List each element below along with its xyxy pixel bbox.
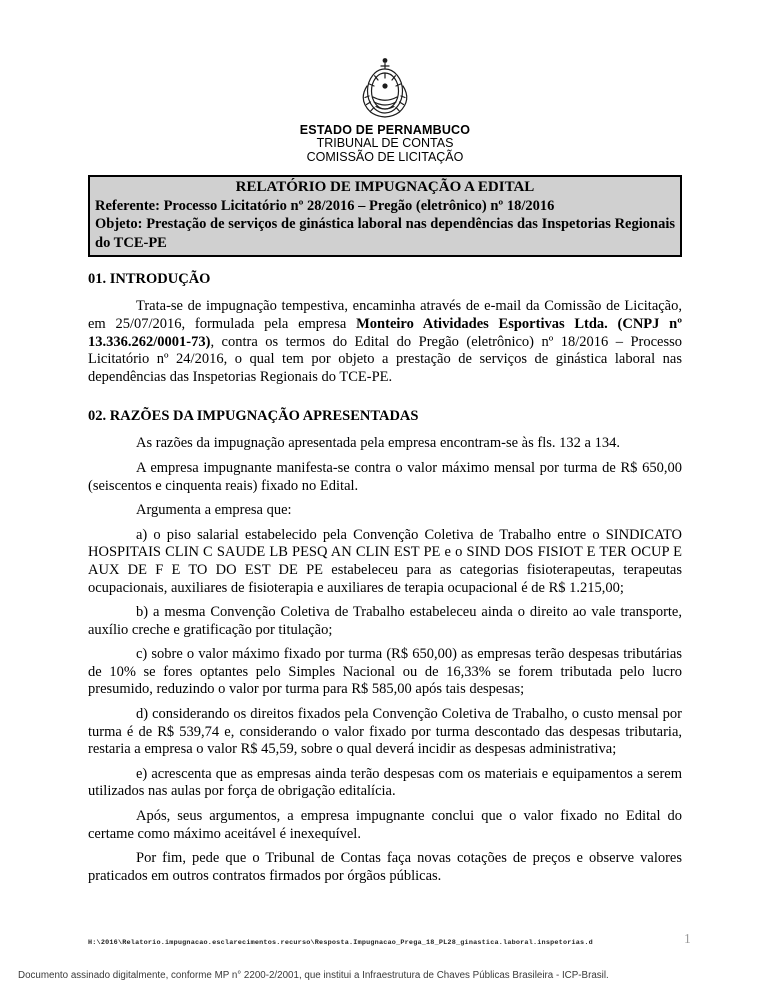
digital-signature-banner: Documento assinado digitalmente, conforme MP n° 2200-2/2001, que institui a Infraestrutura de Chaves Públicas Brasileira - ICP-Brasil. — [18, 970, 609, 981]
company-name-bold: Monteiro Atividades Esportivas Ltda. (CNPJ nº 13.336.262/0001-73) — [88, 315, 682, 350]
paragraph-item-b: b) a mesma Convenção Coletiva de Trabalho estabeleceu ainda o direito ao vale transporte, auxílio creche e gratificação por titulação; — [88, 604, 682, 638]
report-title-box — [88, 175, 682, 257]
report-title: RELATÓRIO DE IMPUGNAÇÃO A EDITAL — [235, 179, 535, 195]
paragraph-argumenta: Argumenta a empresa que: — [136, 502, 292, 519]
logo-container — [88, 54, 682, 120]
report-referente-line: Referente: Processo Licitatório nº 28/2016 – Pregão (eletrônico) nº 18/2016 — [95, 197, 555, 214]
document-header — [88, 0, 682, 164]
org-subtitle-comissao: COMISSÃO DE LICITAÇÃO — [306, 149, 464, 164]
page-number: 1 — [684, 931, 691, 946]
intro-text-after-bold: , contra os termos do Edital do Pregão (eletrônico) nº 18/2016 – Processo Licitatório nº 24/2016, o qual tem por objeto a prestação de serviços de ginástica laboral nas dependências das Inspetorias Regionais do TCE-PE. — [88, 333, 682, 385]
section-heading-razoes: 02. RAZÕES DA IMPUGNAÇÃO APRESENTADAS — [88, 408, 419, 425]
paragraph-item-c: c) sobre o valor máximo fixado por turma (R$ 650,00) as empresas terão despesas tributárias de 10% se fores optantes pelo Simples Nacional ou de 16,33% se forem tributada pelo lucro presumido, reduzindo o valor por turma para R$ 585,00 após tais despesas; — [88, 646, 682, 698]
intro-paragraph — [88, 298, 682, 386]
section-heading-introducao: 01. INTRODUÇÃO — [88, 271, 211, 288]
org-name: ESTADO DE PERNAMBUCO — [299, 123, 471, 137]
file-path-footer: H:\2016\Relatorio.impugnacao.esclarecimentos.recurso\Resposta.Impugnacao_Prega_18_PL28_ginastica.laboral.inspetorias.d — [88, 939, 593, 947]
paragraph-pedido-final: Por fim, pede que o Tribunal de Contas faça novas cotações de preços e observe valores praticados em outros contratos firmados por órgãos públicas. — [88, 850, 682, 884]
paragraph-razoes-fls: As razões da impugnação apresentada pela empresa encontram-se às fls. 132 a 134. — [136, 435, 620, 452]
report-objeto-line: Objeto: Prestação de serviços de ginástica laboral nas dependências das Inspetorias Regionais do TCE-PE — [95, 216, 675, 251]
paragraph-conclusao: Após, seus argumentos, a empresa impugnante conclui que o valor fixado no Edital do certame como máximo aceitável é inexequível. — [88, 808, 682, 842]
paragraph-item-d: d) considerando os direitos fixados pela Convenção Coletiva de Trabalho, o custo mensal por turma é de R$ 539,74 e, considerando o valor fixado por turma descontado das despesas tributaria, restaria a empresa o valor R$ 45,59, sobre o qual deverá incidir as despesas administrativa; — [88, 706, 682, 758]
paragraph-item-a: a) o piso salarial estabelecido pela Convenção Coletiva de Trabalho entre o SINDICATO HOSPITAIS CLIN C SAUDE LB PESQ AN CLIN EST PE e o SIND DOS FISIOT E TER OCUP E AUX DE F E TO DO EST DE PE estabeleceu para as categorias fisioterapeutas, terapeutas ocupacionais, auxiliares de fisioterapia e auxiliares de terapia ocupacional é de R$ 1.215,00; — [88, 526, 682, 596]
pernambuco-coat-of-arms-icon — [348, 56, 422, 120]
document-content — [88, 0, 682, 885]
paragraph-valor-maximo: A empresa impugnante manifesta-se contra o valor máximo mensal por turma de R$ 650,00 (seiscentos e cinquenta reais) fixado no Edital. — [88, 459, 682, 494]
paragraph-item-e: e) acrescenta que as empresas ainda terão despesas com os materiais e equipamentos a serem utilizados nas aulas por força de obrigação editalícia. — [88, 765, 682, 800]
intro-text-before-bold: Trata-se de impugnação tempestiva, encaminha através de e-mail da Comissão de Licitação, em 25/07/2016, formulada pela empresa — [88, 298, 682, 332]
org-subtitle-tribunal: TRIBUNAL DE CONTAS — [316, 136, 454, 150]
